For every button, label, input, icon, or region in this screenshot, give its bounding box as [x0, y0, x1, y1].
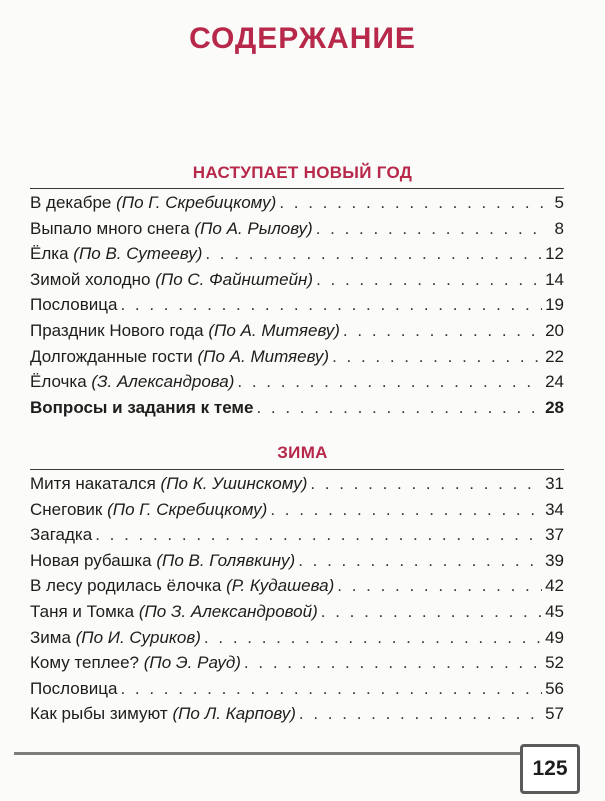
dot-leader	[298, 551, 542, 571]
toc-entry-page: 24	[545, 372, 564, 392]
dot-leader	[204, 628, 542, 648]
section-title-new-year: НАСТУПАЕТ НОВЫЙ ГОД	[192, 163, 413, 182]
dot-leader	[299, 704, 542, 724]
dot-leader	[237, 372, 542, 392]
footer-rule	[14, 752, 520, 755]
toc-list-new-year	[30, 193, 564, 423]
toc-entry-author: (По В. Голявкину)	[156, 550, 296, 570]
toc-entry-page: 42	[545, 576, 564, 596]
dot-leader	[270, 500, 542, 520]
toc-entry-heading	[30, 193, 276, 213]
toc-entry-title: Загадка	[30, 525, 93, 545]
page-title: СОДЕРЖАНИЕ	[189, 22, 416, 55]
toc-entry-page: 22	[545, 346, 564, 366]
toc-entry-page: 45	[545, 601, 564, 621]
toc-entry-page: 19	[545, 295, 564, 315]
toc-entry-heading	[30, 321, 340, 341]
toc-entry	[30, 602, 564, 628]
toc-entry-author: (По И. Суриков)	[75, 627, 201, 647]
toc-entry-title: Кому теплее?	[30, 653, 139, 673]
toc-entry	[30, 551, 564, 577]
toc-entry	[30, 653, 564, 679]
toc-entry	[30, 347, 564, 373]
toc-entry-page: 52	[545, 653, 564, 673]
toc-entry-author: (По Г. Скребицкому)	[107, 499, 268, 519]
toc-entry	[30, 576, 564, 602]
toc-entry-author: (По А. Митяеву)	[208, 320, 340, 340]
toc-entry-author: (По З. Александровой)	[138, 601, 318, 621]
toc-entry-title: Долгожданные гости	[30, 346, 193, 366]
dot-leader	[120, 679, 542, 699]
toc-entry-heading	[30, 679, 117, 699]
toc-entry-heading	[30, 295, 117, 315]
page-number: 125	[520, 744, 580, 794]
toc-entry-heading	[30, 347, 329, 367]
dot-leader	[205, 244, 542, 264]
dot-leader	[337, 576, 542, 596]
toc-entry	[30, 704, 564, 730]
toc-entry-title: Праздник Нового года	[30, 320, 204, 340]
dot-leader	[316, 219, 543, 239]
toc-entry-heading	[30, 602, 318, 622]
toc-entry	[30, 372, 564, 398]
toc-entry	[30, 270, 564, 296]
toc-entry-heading	[30, 219, 313, 239]
toc-entry-heading	[30, 653, 241, 673]
toc-entry	[30, 628, 564, 654]
toc-entry-heading	[30, 500, 267, 520]
dot-leader	[95, 525, 542, 545]
toc-entry-author: (По С. Файнштейн)	[155, 269, 314, 289]
toc-entry-title: Новая рубашка	[30, 550, 152, 570]
toc-entry-heading	[30, 244, 202, 264]
toc-entry-author: (По Э. Рауд)	[143, 653, 241, 673]
toc-entry-page: 28	[545, 397, 564, 417]
dot-leader	[279, 193, 543, 213]
toc-entry-page: 5	[554, 193, 564, 212]
toc-entry-title: Выпало много снега	[30, 218, 190, 238]
dot-leader	[332, 347, 542, 367]
dot-leader	[120, 295, 542, 315]
toc-entry	[30, 321, 564, 347]
toc-entry-title: Зима	[30, 627, 71, 647]
toc-entry-heading	[30, 398, 253, 418]
toc-entry	[30, 500, 564, 526]
toc-entry-author: (По Л. Карпову)	[172, 704, 296, 724]
toc-entry-page: 14	[545, 269, 564, 289]
toc-entry-author: (Р. Кудашева)	[226, 576, 335, 596]
toc-entry-title: Таня и Томка	[30, 601, 135, 621]
toc-entry-heading	[30, 628, 201, 648]
toc-entry-heading	[30, 372, 234, 392]
toc-entry-title: Пословица	[30, 295, 118, 315]
toc-entry-title: Вопросы и задания к теме	[30, 397, 254, 417]
toc-entry-page: 34	[545, 499, 564, 519]
toc-entry-title: Пословица	[30, 678, 118, 698]
toc-entry-title: Ёлочка	[30, 372, 87, 392]
dot-leader	[244, 653, 542, 673]
toc-entry	[30, 193, 564, 219]
dot-leader	[316, 270, 542, 290]
toc-entry	[30, 244, 564, 270]
dot-leader	[321, 602, 542, 622]
toc-entry-title: Снеговик	[30, 499, 103, 519]
toc-entry-page: 31	[545, 474, 564, 493]
section-divider	[30, 188, 564, 189]
toc-entry-page: 57	[545, 704, 564, 724]
toc-entry-heading	[30, 704, 296, 724]
toc-entry-heading	[30, 525, 92, 545]
toc-entry-author: (По В. Сутееву)	[73, 244, 203, 264]
toc-entry-title: Ёлка	[30, 244, 69, 264]
toc-entry-page: 56	[545, 678, 564, 698]
toc-list-winter	[30, 474, 564, 730]
section-divider	[30, 469, 564, 470]
toc-entry-page: 49	[545, 627, 564, 647]
toc-entry-page: 20	[545, 320, 564, 340]
dot-leader	[343, 321, 542, 341]
toc-entry-heading	[30, 474, 307, 494]
toc-entry	[30, 295, 564, 321]
toc-entry-title: Митя накатался	[30, 474, 156, 493]
toc-entry-author: (По Г. Скребицкому)	[116, 193, 277, 212]
toc-entry-author: (По А. Митяеву)	[197, 346, 330, 366]
toc-entry-title: Зимой холодно	[30, 269, 151, 289]
dot-leader	[310, 474, 542, 494]
toc-entry-title: В декабре	[30, 193, 112, 212]
toc-entry-author: (З. Александрова)	[91, 372, 235, 392]
toc-entry-page: 37	[545, 525, 564, 545]
dot-leader	[256, 398, 542, 418]
toc-entry-author: (По К. Ушинскому)	[160, 474, 308, 493]
toc-entry-heading	[30, 551, 295, 571]
toc-entry-author: (По А. Рылову)	[194, 218, 313, 238]
toc-entry	[30, 679, 564, 705]
section-title-winter: ЗИМА	[277, 443, 328, 462]
toc-entry	[30, 525, 564, 551]
toc-entry-page: 8	[554, 218, 564, 238]
toc-entry-heading	[30, 576, 334, 596]
toc-entry-page: 39	[545, 550, 564, 570]
toc-entry-title: Как рыбы зимуют	[30, 704, 168, 724]
toc-entry	[30, 474, 564, 500]
toc-entry-page: 12	[545, 244, 564, 264]
toc-entry-heading	[30, 270, 313, 290]
toc-entry-title: В лесу родилась ёлочка	[30, 576, 222, 596]
toc-entry	[30, 398, 564, 424]
toc-entry	[30, 219, 564, 245]
